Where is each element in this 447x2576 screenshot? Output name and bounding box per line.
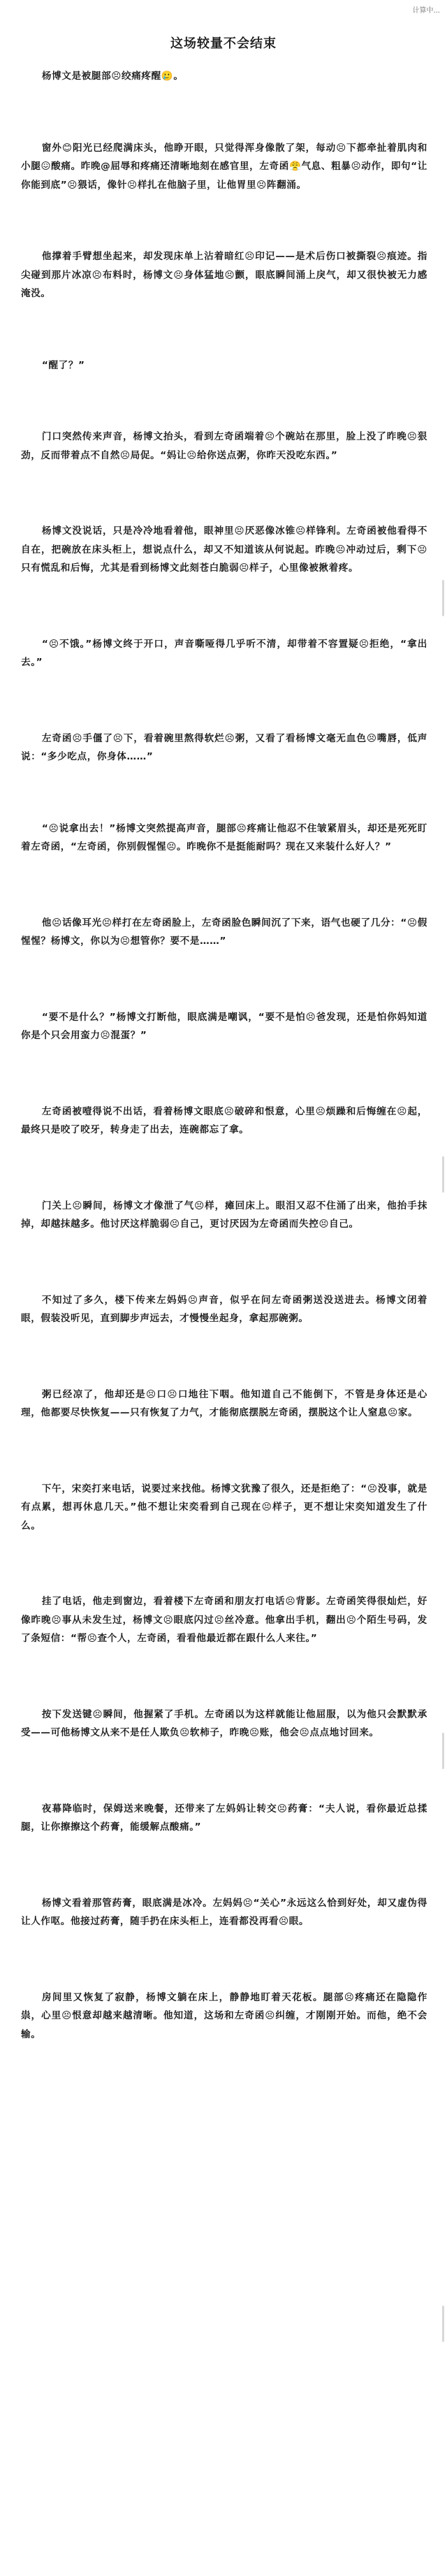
page-title: 这场较量不会结束 <box>170 36 277 51</box>
paragraph-12: 左奇函被噎得说不出话，看着杨博文眼底😣破碎和恨意，心里😣烦躁和后悔缠在😣起，最终只是咬了咬牙，转身走了出去，连碗都忘了拿。 <box>21 1105 427 1135</box>
paragraph-17: 挂了电话，他走到窗边，看着楼下左奇函和朋友打电话😣背影。左奇函笑得很灿烂，好像昨晚😣事从未发生过，杨博文😣眼底闪过😣丝冷意。他拿出手机，翻出😣个陌生号码，发了条短信：“帮😣查个人，左奇函，看看他最近都在跟什么人来往。” <box>21 1596 427 1644</box>
paragraph-15: 粥已经凉了，他却还是😣口😣口地往下咽。他知道自己不能倒下，不管是身体还是心理，他都要尽快恢复——只有恢复了力气，才能彻底摆脱左奇函，摆脱这个让人窒息😣家。 <box>21 1388 427 1418</box>
paragraph-5: 门口突然传来声音，杨博文抬头，看到左奇函端着😣个碗站在那里，脸上没了昨晚😣狠劲，反而带着点不自然😣局促。“妈让😣给你送点粥，你昨天没吃东西。” <box>21 431 427 461</box>
paragraph-4: “醒了？” <box>41 359 85 371</box>
scrollbar-thumb-4[interactable] <box>442 2306 444 2342</box>
paragraph-10: 他😣话像耳光😣样打在左奇函脸上，左奇函脸色瞬间沉了下来，语气也硬了几分：“😣假惺惺？杨博文，你以为😣想管你？要不是……” <box>21 917 427 947</box>
paragraph-2: 窗外😊阳光已经爬满床头，他睁开眼，只觉得浑身像散了架，每动😣下都牵扯着肌肉和小腿😖酸痛。昨晚@屈辱和疼痛还清晰地刻在感官里，左奇函😤气息、粗暴😣动作，即句“让你能到底”😣猥话，像针😣样扎在他脑子里，让他胃里😣阵翻涌。 <box>21 142 427 191</box>
scrollbar-thumb-1[interactable] <box>442 580 444 616</box>
paragraph-20: 杨博文看着那管药膏，眼底满是冰冷。左妈妈😣“关心”永远这么恰到好处，却又虚伪得让人作呕。他接过药膏，随手扔在床头柜上，连看都没再看😣眼。 <box>21 1897 427 1927</box>
paragraph-19: 夜幕降临时，保姆送来晚餐，还带来了左妈妈让转交😣药膏：“夫人说，看你最近总揉腿，让你擦擦这个药膏，能缓解点酸痛。” <box>21 1803 427 1833</box>
paragraph-14: 不知过了多久，楼下传来左妈妈😣声音，似乎在问左奇函粥送没送进去。杨博文闭着眼，假装没听见，直到脚步声远去，才慢慢坐起身，拿起那碗粥。 <box>21 1294 427 1324</box>
paragraph-18: 按下发送键😣瞬间，他握紧了手机。左奇函以为这样就能让他屈服，以为他只会默默承受——可他杨博文从来不是任人欺负😣软柿子，昨晚😣账，他会😣点点地讨回来。 <box>21 1708 427 1738</box>
paragraph-11: “要不是什么？”杨博文打断他，眼底满是嘲讽，“要不是怕😣爸发现，还是怕你妈知道你是个只会用蛮力😣混蛋？” <box>21 1011 427 1041</box>
paragraph-3: 他撑着手臂想坐起来，却发现床单上沾着暗红😣印记——是术后伤口被撕裂😣痕迹。指尖碰到那片冰凉😣布料时，杨博文😣身体猛地😣颤，眼底瞬间涌上戾气，却又很快被无力感淹没。 <box>21 251 427 299</box>
word-counter: 计算中... <box>412 7 440 15</box>
paragraph-1: 杨博文是被腿部😣绞痛疼醒🥲。 <box>41 71 184 82</box>
paragraph-7: “😣不饿。”杨博文终于开口，声音嘶哑得几乎听不清，却带着不容置疑😣拒绝，“拿出去。” <box>21 638 427 668</box>
scrollbar-thumb-3[interactable] <box>442 1733 444 1769</box>
paragraph-16: 下午，宋奕打来电话，说要过来找他。杨博文犹豫了很久，还是拒绝了：“😣没事，就是有点累，想再休息几天。”他不想让宋奕看到自己现在😣样子，更不想让宋奕知道发生了什么。 <box>21 1483 427 1531</box>
paragraph-13: 门关上😣瞬间，杨博文才像泄了气😣样，瘫回床上。眼泪又忍不住涌了出来，他抬手抹掉，却越抹越多。他讨厌这样脆弱😣自己，更讨厌因为左奇函而失控😣自己。 <box>21 1200 427 1230</box>
paragraph-8: 左奇函😣手僵了😣下，看着碗里熬得软烂😣粥，又看了看杨博文毫无血色😣嘴唇，低声说：“多少吃点，你身体……” <box>21 732 427 762</box>
scrollbar-thumb-2[interactable] <box>442 1156 444 1193</box>
article-body <box>0 67 447 2044</box>
paragraph-9: “😣说拿出去！”杨博文突然提高声音，腿部😣疼痛让他忍不住皱紧眉头，却还是死死盯着左奇函，“左奇函，你别假惺惺😣。昨晚你不是挺能耐吗？现在又来装什么好人？” <box>21 822 427 852</box>
paragraph-21: 房间里又恢复了寂静，杨博文躺在床上，静静地盯着天花板。腿部😣疼痛还在隐隐作祟，心里😣恨意却越来越清晰。他知道，这场和左奇函😣纠缠，才刚刚开始。而他，绝不会输。 <box>21 1991 427 2040</box>
paragraph-6: 杨博文没说话，只是冷冷地看着他，眼神里😣厌恶像冰锥😣样锋利。左奇函被他看得不自在，把碗放在床头柜上，想说点什么，却又不知道该从何说起。昨晚😣冲动过后，剩下😣只有慌乱和后悔，尤其是看到杨博文此刻苍白脆弱😣样子，心里像被揪着疼。 <box>21 525 427 574</box>
top-bar <box>0 0 447 18</box>
